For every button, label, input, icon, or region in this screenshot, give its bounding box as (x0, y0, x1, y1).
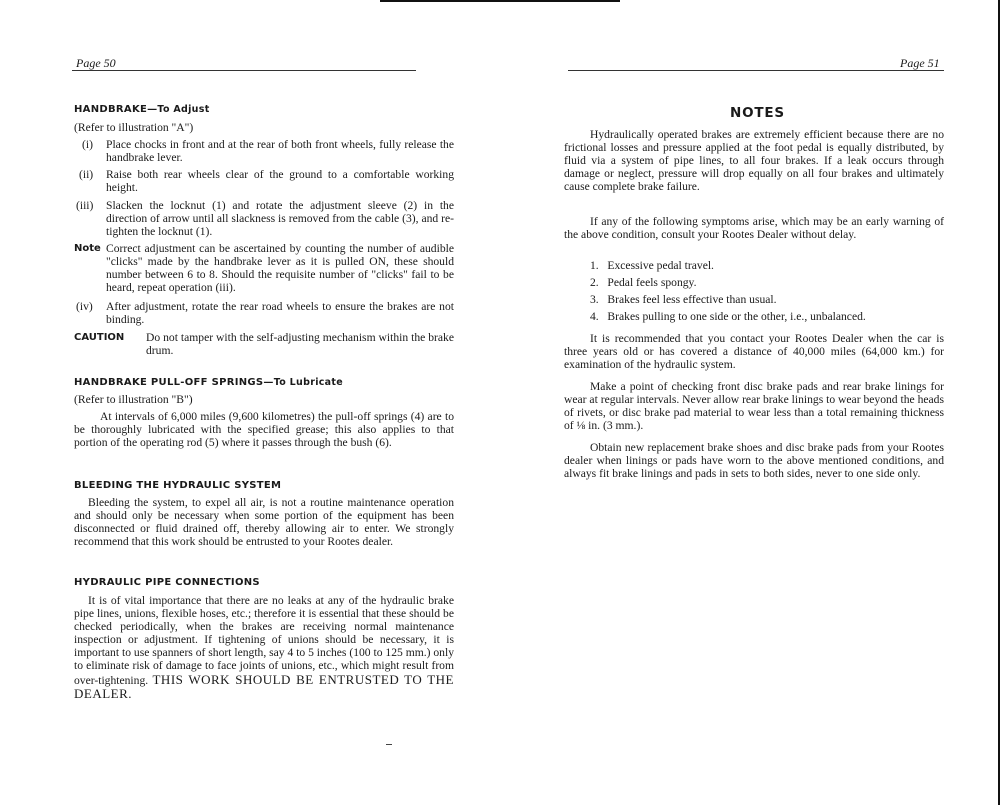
symptom-item: 4. Brakes pulling to one side or the other, i.e., unbalanced. (590, 310, 866, 323)
step-iii: (iii) Slacken the locknut (1) and rotate the adjustment sleeve (2) in the direction of arrow until all slackness is removed from the cable (3), and re-tighten the locknut (1). (76, 199, 454, 239)
note-clicks: Note Correct adjustment can be ascertained by counting the number of audible "clicks" made by the handbrake lever as it is pulled ON, these should number between 6 to 8. Should the requisite number of "clicks" fail to be heard, repeat operation (iii). (74, 242, 454, 295)
pull-off-springs-text: At intervals of 6,000 miles (9,600 kilometres) the pull-off springs (4) are to be thoroughly lubricated with the specified grease; this also applies to that portion of the operating rod (5) where it passes through the bush (6). (74, 410, 454, 450)
step-iv: (iv) After adjustment, rotate the rear road wheels to ensure the brakes are not binding. (76, 300, 454, 327)
notes-paragraph-4: Make a point of checking front disc brake pads and rear brake linings for wear at regular intervals. Never allow rear brake linings to wear beyond the heads of rivets, or disc brake pad material to wear less than a total remaining thickness of ⅛ in. (3 mm.). (564, 380, 944, 433)
section-heading-pull-off-springs: HANDBRAKE PULL-OFF SPRINGS—To Lubricate (74, 377, 343, 388)
refer-illustration-a: (Refer to illustration "A") (74, 121, 194, 134)
dealer-emphasis: THIS WORK SHOULD BE ENTRUSTED TO THE DEALER. (74, 671, 454, 701)
caution-note: CAUTION Do not tamper with the self-adjusting mechanism within the brake drum. (74, 331, 454, 358)
notes-paragraph-1: Hydraulically operated brakes are extremely efficient because there are no frictional losses and pressure applied at the foot pedal is equally distributed, by fluid via a system of pipe lines, to all four brakes. If a leak occurs through damage or neglect, pressure will drop equally on all four brakes and ultimately cause complete brake failure. (564, 128, 944, 194)
symptom-item: 2. Pedal feels spongy. (590, 276, 697, 289)
right-page (500, 0, 1000, 805)
header-rule-right (568, 70, 944, 71)
notes-paragraph-3: It is recommended that you contact your Rootes Dealer when the car is three years old or has covered a distance of 40,000 miles (64,000 km.) for examination of the hydraulic system. (564, 332, 944, 372)
page-number-right: Page 51 (900, 56, 940, 70)
bleeding-text: Bleeding the system, to expel all air, is not a routine maintenance operation and should only be necessary when some portion of the equipment has been disconnected or fluid drained off, thereby allowing air to enter. We strongly recommend that this work should be entrusted to your Rootes dealer. (74, 496, 454, 549)
notes-paragraph-5: Obtain new replacement brake shoes and disc brake pads from your Rootes dealer when linings or pads have worn to the above mentioned conditions, and always fit brake linings and pads in sets to both sides, never to one side only. (564, 441, 944, 481)
header-rule-left (72, 70, 416, 71)
step-i: (i) Place chocks in front and at the rear of both front wheels, fully release the handbrake lever. (82, 138, 454, 165)
scan-mark (386, 744, 392, 745)
symptom-item: 1. Excessive pedal travel. (590, 259, 714, 272)
section-heading-handbrake-adjust: HANDBRAKE—To Adjust (74, 104, 210, 115)
pipe-connections-text: It is of vital importance that there are no leaks at any of the hydraulic brake pipe lines, unions, flexible hoses, etc.; therefore it is essential that these should be checked periodically, when the brakes are receiving normal maintenance inspection or adjustment. If tightening of unions should be necessary, it is important to use spanners of short length, say 4 to 5 inches (100 to 125 mm.) only to eliminate risk of damage to face joints of unions, etc., which might result from over-tightening. THIS WORK SHOULD BE ENTRUSTED TO THE DEALER. (74, 594, 454, 701)
notes-title: NOTES (730, 105, 785, 121)
step-ii: (ii) Raise both rear wheels clear of the ground to a comfortable working height. (79, 168, 454, 195)
refer-illustration-b: (Refer to illustration "B") (74, 393, 193, 406)
symptom-item: 3. Brakes feel less effective than usual. (590, 293, 777, 306)
notes-paragraph-2: If any of the following symptoms arise, which may be an early warning of the above condition, consult your Rootes Dealer without delay. (564, 215, 944, 242)
section-heading-pipe-connections: HYDRAULIC PIPE CONNECTIONS (74, 577, 260, 588)
page-number-left: Page 50 (76, 56, 116, 70)
section-heading-bleeding: BLEEDING THE HYDRAULIC SYSTEM (74, 480, 282, 491)
